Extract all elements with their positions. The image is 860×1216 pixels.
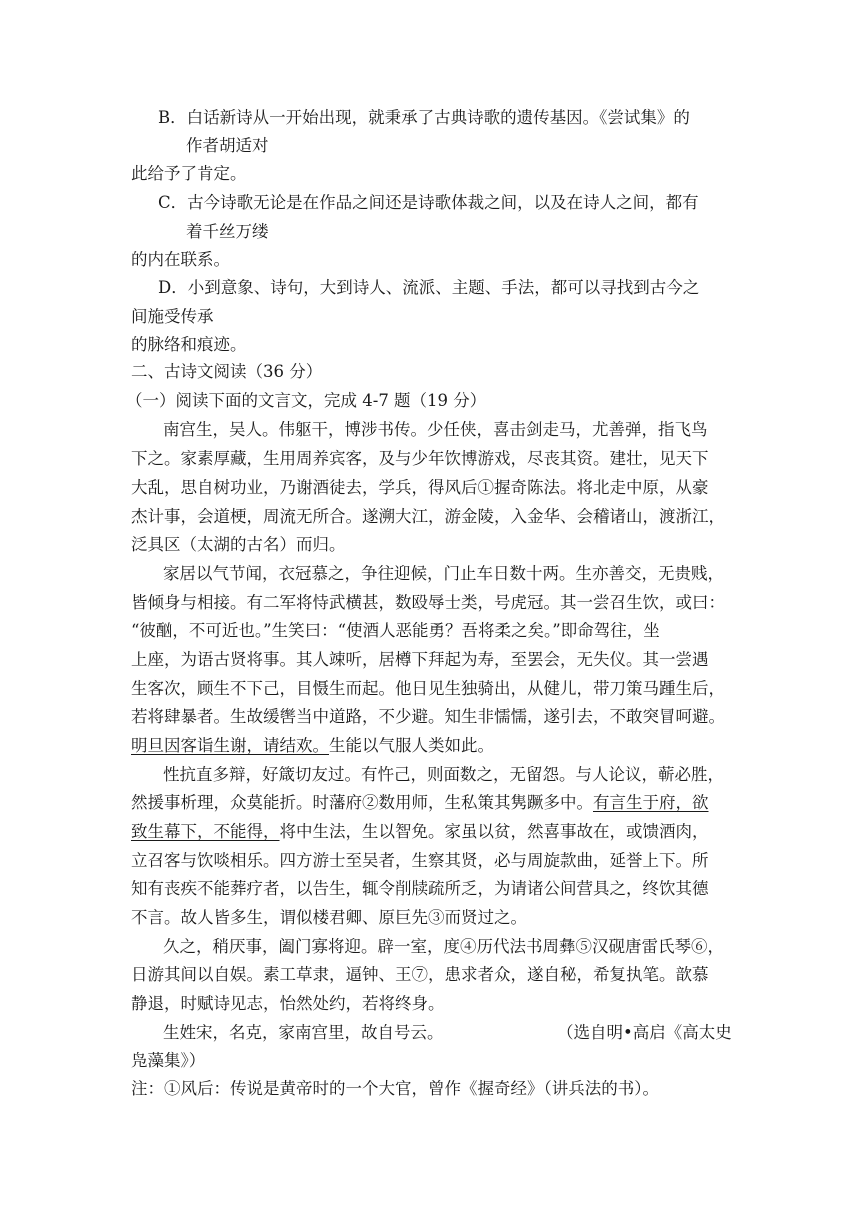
annotation-note: 注：①风后：传说是黄帝时的一个大官，曾作《握奇经》（讲兵法的书）。 (131, 1079, 659, 1098)
passage-p3-line-4: 立召客与饮啖相乐。四方游士至吴者，生察其贤，必与周旋款曲，延誉上下。所 (131, 851, 709, 870)
passage-p1-line-4: 杰计事，会道梗，周流无所合。遂溯大江，游金陵，入金华、会稽诸山，渡浙江， (131, 507, 725, 526)
option-d-line-2: 间施受传承 (131, 307, 214, 326)
underlined-sentence-2-part-2: 致生幕下，不能得， (131, 822, 280, 841)
option-b-line-2: 作者胡适对 (186, 136, 269, 155)
underlined-sentence-1: 明旦因客诣生谢，请结欢。 (131, 736, 329, 755)
section-subtitle: （一）阅读下面的文言文，完成 4-7 题（19 分） (126, 391, 487, 410)
option-d-line-1: D．小到意象、诗句，大到诗人、流派、主题、手法，都可以寻找到古今之 (158, 278, 700, 297)
passage-p1-line-2: 下之。家素厚藏，生用周养宾客，及与少年饮博游戏，尽丧其资。建壮，见天下 (131, 449, 709, 468)
passage-p1-line-3: 大乱，思自树功业，乃谢酒徒去，学兵，得风后①握奇陈法。将北走中原，从豪 (131, 478, 709, 497)
passage-p2-line-1: 家居以气节闻，衣冠慕之，争往迎候，门止车日数十两。生亦善交，无贵贱， (163, 564, 724, 583)
passage-p3-line-6: 不言。故人皆多生，谓似楼君卿、原巨先③而贤过之。 (131, 908, 527, 927)
option-c-line-1: C．古今诗歌无论是在作品之间还是诗歌体裁之间，以及在诗人之间，都有 (158, 193, 699, 212)
section-title: 二、古诗文阅读（36 分） (131, 362, 323, 381)
passage-p3-line-2 (131, 793, 709, 813)
passage-p1-line-1: 南宫生，吴人。伟躯干，博涉书传。少任侠，喜击剑走马，尤善弹，指飞鸟 (163, 420, 708, 439)
option-b-line-1: B．白话新诗从一开始出现，就秉承了古典诗歌的遗传基因。《尝试集》的 (158, 108, 690, 127)
passage-p4-line-2: 日游其间以自娱。素工草隶，逼钟、王⑦，患求者众，遂自秘，希复执笔。歆慕 (131, 965, 709, 984)
option-c-line-3: 的内在联系。 (131, 250, 230, 269)
passage-p2-line-2: 皆倾身与相接。有二军将恃武横甚，数殴辱士类，号虎冠。其一尝召生饮，或曰： (131, 593, 725, 612)
passage-p2-line-4: 上座，为语古贤将事。其人竦听，居樽下拜起为寿，至罢会，无失仪。其一尝遇 (131, 650, 709, 669)
passage-p4-line-1: 久之，稍厌事，阖门寡将迎。辟一室，度④历代法书周彝⑤汉砚唐雷氏琴⑥， (163, 937, 724, 956)
passage-p2-line-5: 生客次，顾生不下己，目慑生而起。他日见生独骑出，从健儿，带刀策马踵生后， (131, 679, 725, 698)
passage-p3-line-5: 知有丧疾不能葬疗者，以告生，辄令削牍疏所乏，为请诸公间营具之，终饮其德 (131, 879, 709, 898)
passage-p5-text: 生姓宋，名克，家南宫里，故自号云。 (163, 1023, 444, 1042)
passage-source-part-1: （选自明•高启《高太史 (557, 1023, 732, 1042)
passage-p2-line-6: 若将肆暴者。生故缓辔当中道路，不少避。知生非懦懦，遂引去，不敢突冒呵避。 (131, 707, 725, 726)
passage-source-part-2: 凫藻集》） (131, 1051, 206, 1070)
passage-p3-line-3-plain: 将中生法，生以智免。家虽以贫，然喜事故在，或馈酒肉， (279, 822, 709, 841)
option-c-line-2: 着千丝万缕 (186, 222, 269, 241)
passage-p1-line-5: 泛具区（太湖的古名）而归。 (131, 535, 346, 554)
option-b-line-3: 此给予了肯定。 (131, 164, 247, 183)
passage-p3-line-3 (131, 822, 709, 842)
passage-p2-line-7 (131, 736, 494, 756)
passage-p3-line-1: 性抗直多辩，好箴切友过。有忤己，则面数之，无留怨。与人论议，蕲必胜， (163, 765, 724, 784)
underlined-sentence-2-part-1: 有言生于府，欲 (593, 793, 709, 812)
passage-p3-line-2-plain: 然援事析理，众莫能折。时藩府②数用师，生私策其隽蹶多中。 (131, 793, 593, 812)
passage-p4-line-3: 静退，时赋诗见志，怡然处约，若将终身。 (131, 994, 445, 1013)
passage-p2-line-3: “彼酗，不可近也。”生笑曰：“使酒人恶能勇？吾将柔之矣。”即命驾往，坐 (131, 621, 660, 640)
option-d-line-3: 的脉络和痕迹。 (131, 335, 247, 354)
passage-p2-line-7-rest: 生能以气服人类如此。 (329, 736, 494, 755)
